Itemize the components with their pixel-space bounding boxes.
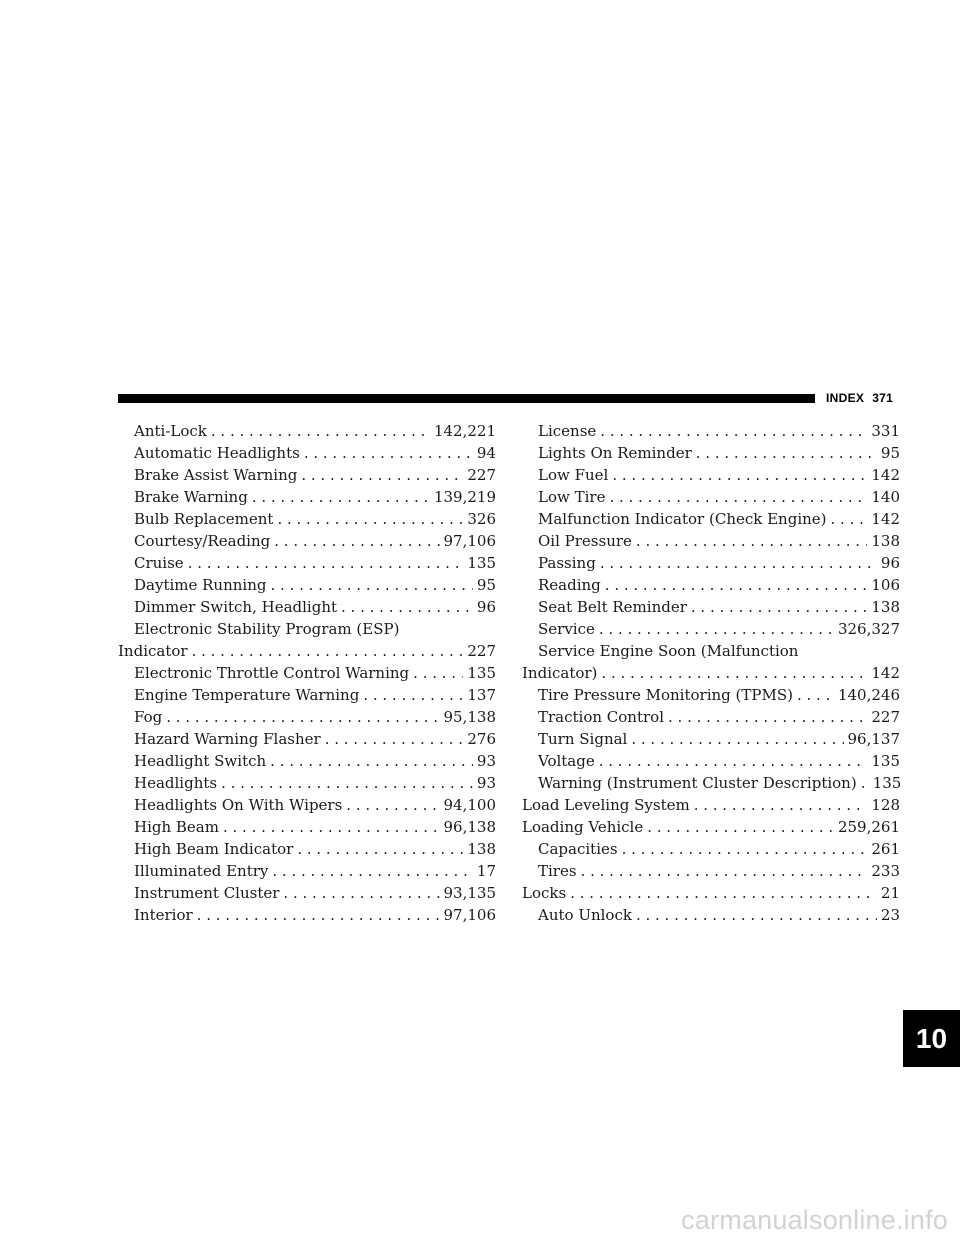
index-entry-label: Load Leveling System [522,796,690,814]
index-entry-label: Hazard Warning Flasher [134,730,321,748]
header-title: INDEX [826,391,865,405]
index-entry [522,882,900,904]
index-entry-label: Low Tire [538,488,606,506]
index-entry-page: 135 [871,752,900,770]
index-entry [118,772,496,794]
index-entry [522,838,900,860]
index-entry [118,596,496,618]
dot-leader [797,684,834,706]
index-entry [118,464,496,486]
index-entry-page: 96 [880,554,900,572]
index-entry-page: 138 [871,532,900,550]
index-entry-label: Auto Unlock [538,906,632,924]
index-entry [522,860,900,882]
index-entry-page: 139,219 [433,488,496,506]
index-entry-label: Lights On Reminder [538,444,692,462]
index-entry-page: 96,137 [847,730,900,748]
chapter-tab: 10 [903,1010,960,1067]
dot-leader [325,728,464,750]
index-entry-page: 95 [880,444,900,462]
index-entry-page: 227 [871,708,900,726]
index-entry [522,486,900,508]
index-entry-label: Oil Pressure [538,532,632,550]
dot-leader [636,904,877,926]
index-entry [522,508,900,530]
index-entry-page: 21 [880,884,900,902]
index-entry-label: Warning (Instrument Cluster Description) [538,774,857,792]
index-column-left [118,420,496,926]
index-entry-label: Fog [134,708,163,726]
dot-leader [581,860,868,882]
index-entry-page: 93,135 [443,884,496,902]
index-entry-label: Passing [538,554,596,572]
dot-leader [600,420,867,442]
index-entry-page: 94 [476,444,496,462]
index-entry-page: 142 [871,664,900,682]
index-entry-label: License [538,422,597,440]
index-entry [118,618,496,640]
dot-leader [636,530,867,552]
index-entry-page: 128 [871,796,900,814]
index-entry-label: Daytime Running [134,576,267,594]
dot-leader [622,838,868,860]
dot-leader [197,904,440,926]
index-entry-label: Loading Vehicle [522,818,644,836]
index-entry [118,640,496,662]
index-entry-label: Bulb Replacement [134,510,274,528]
index-entry-label: Low Fuel [538,466,609,484]
dot-leader [609,486,867,508]
watermark: carmanualsonline.info [681,1205,948,1235]
index-entry [118,442,496,464]
index-entry-label: Reading [538,576,601,594]
index-entry [118,486,496,508]
index-entry [118,904,496,926]
index-entry [118,794,496,816]
index-entry-label: Voltage [538,752,595,770]
index-entry-label: Anti-Lock [134,422,207,440]
index-entry [522,552,900,574]
index-entry-page: 137 [467,686,496,704]
index-entry [118,816,496,838]
index-entry-page: 227 [467,466,496,484]
index-entry [522,596,900,618]
index-entry-page: 326 [467,510,496,528]
index-entry [522,662,900,684]
dot-leader [274,530,439,552]
dot-leader [192,640,464,662]
index-entry-label: Indicator [118,642,188,660]
index-entry-page: 106 [871,576,900,594]
index-entry-label: Instrument Cluster [134,884,280,902]
index-entry [118,530,496,552]
index-entry [118,552,496,574]
index-entry-label: Service Engine Soon (Malfunction [538,642,799,660]
index-entry-label: Service [538,620,595,638]
index-entry-label: Headlights On With Wipers [134,796,343,814]
index-entry-page: 95,138 [443,708,496,726]
index-entry [522,640,900,662]
dot-leader [283,882,439,904]
index-entry [118,860,496,882]
index-entry-label: Turn Signal [538,730,628,748]
index-entry-label: Dimmer Switch, Headlight [134,598,338,616]
index-entry-label: Cruise [134,554,184,572]
index-entry-page: 233 [871,862,900,880]
index-column-right [522,420,900,926]
index-entry-label: Capacities [538,840,618,858]
dot-leader [346,794,439,816]
dot-leader [166,706,439,728]
dot-leader [647,816,834,838]
dot-leader [188,552,464,574]
dot-leader [252,486,430,508]
index-entry-page: 135 [467,554,496,572]
index-entry-page: 135 [467,664,496,682]
index-entry [118,420,496,442]
index-entry-page: 93 [476,752,496,770]
index-entry [522,816,900,838]
dot-leader [341,596,473,618]
index-entry-label: Illuminated Entry [134,862,269,880]
dot-leader [272,860,473,882]
index-entry-page: 331 [871,422,900,440]
index-entry [522,794,900,816]
dot-leader [631,728,843,750]
dot-leader [301,464,463,486]
header-rule [118,394,815,403]
dot-leader [861,772,869,794]
dot-leader [831,508,868,530]
index-entry [522,442,900,464]
dot-leader [691,596,867,618]
index-entry-label: Engine Temperature Warning [134,686,360,704]
index-entry-label: Electronic Stability Program (ESP) [134,620,400,638]
index-entry [118,882,496,904]
index-entry-label: Interior [134,906,193,924]
index-entry-page: 138 [467,840,496,858]
index-entry-label: Brake Assist Warning [134,466,298,484]
index-entry-label: Automatic Headlights [134,444,300,462]
index-entry-page: 97,106 [443,906,496,924]
dot-leader [270,750,473,772]
index-entry [118,574,496,596]
index-entry [522,618,900,640]
index-entry-page: 276 [467,730,496,748]
index-entry-label: Traction Control [538,708,664,726]
index-entry-page: 142,221 [433,422,496,440]
dot-leader [599,750,868,772]
index-entry-label: High Beam Indicator [134,840,294,858]
index-entry [522,728,900,750]
index-entry-label: Malfunction Indicator (Check Engine) [538,510,827,528]
index-entry [522,530,900,552]
index-entry-page: 140 [871,488,900,506]
index-entry [522,904,900,926]
dot-leader [304,442,473,464]
header-page-number: 371 [872,391,894,405]
dot-leader [270,574,472,596]
index-entry-label: Tires [538,862,577,880]
index-entry [118,706,496,728]
index-entry-page: 227 [467,642,496,660]
index-entry-page: 96,138 [443,818,496,836]
index-entry-label: Brake Warning [134,488,248,506]
index-entry [118,838,496,860]
dot-leader [221,772,473,794]
index-entry-page: 97,106 [443,532,496,550]
index-entry-page: 17 [476,862,496,880]
dot-leader [297,838,463,860]
index-entry [522,750,900,772]
dot-leader [413,662,463,684]
dot-leader [605,574,868,596]
index-entry [522,706,900,728]
index-entry-page: 140,246 [837,686,900,704]
index-entry-label: High Beam [134,818,219,836]
index-entry-page: 326,327 [837,620,900,638]
index-entry-page: 94,100 [443,796,496,814]
dot-leader [612,464,867,486]
index-entry-page: 259,261 [837,818,900,836]
index-entry-page: 96 [476,598,496,616]
index-entry-label: Headlights [134,774,218,792]
index-entry [118,728,496,750]
index-entry [118,684,496,706]
dot-leader [223,816,440,838]
index-entry-label: Seat Belt Reminder [538,598,687,616]
index-entry [118,662,496,684]
index-entry-label: Headlight Switch [134,752,267,770]
index-entry-label: Indicator) [522,664,598,682]
dot-leader [277,508,463,530]
index-entry [522,574,900,596]
dot-leader [696,442,877,464]
index-entry-label: Courtesy/Reading [134,532,271,550]
index-entry-label: Tire Pressure Monitoring (TPMS) [538,686,793,704]
index-entry-label: Electronic Throttle Control Warning [134,664,410,682]
index-entry [522,420,900,442]
dot-leader [363,684,463,706]
index-entry [118,750,496,772]
dot-leader [211,420,430,442]
index-entry [522,772,900,794]
dot-leader [694,794,868,816]
index-entry-page: 23 [880,906,900,924]
index-entry-page: 138 [871,598,900,616]
dot-leader [601,662,867,684]
index-entry-page: 261 [871,840,900,858]
dot-leader [570,882,877,904]
index-entry-page: 93 [476,774,496,792]
dot-leader [600,552,877,574]
index-entry-page: 95 [476,576,496,594]
index-entry [522,684,900,706]
index-entry [522,464,900,486]
index-entry-page: 142 [871,510,900,528]
index-entry-page: 142 [871,466,900,484]
dot-leader [599,618,834,640]
index-entry-page: 135 [872,774,902,792]
dot-leader [668,706,867,728]
index-entry-label: Locks [522,884,567,902]
running-header [826,391,893,405]
index-entry [118,508,496,530]
